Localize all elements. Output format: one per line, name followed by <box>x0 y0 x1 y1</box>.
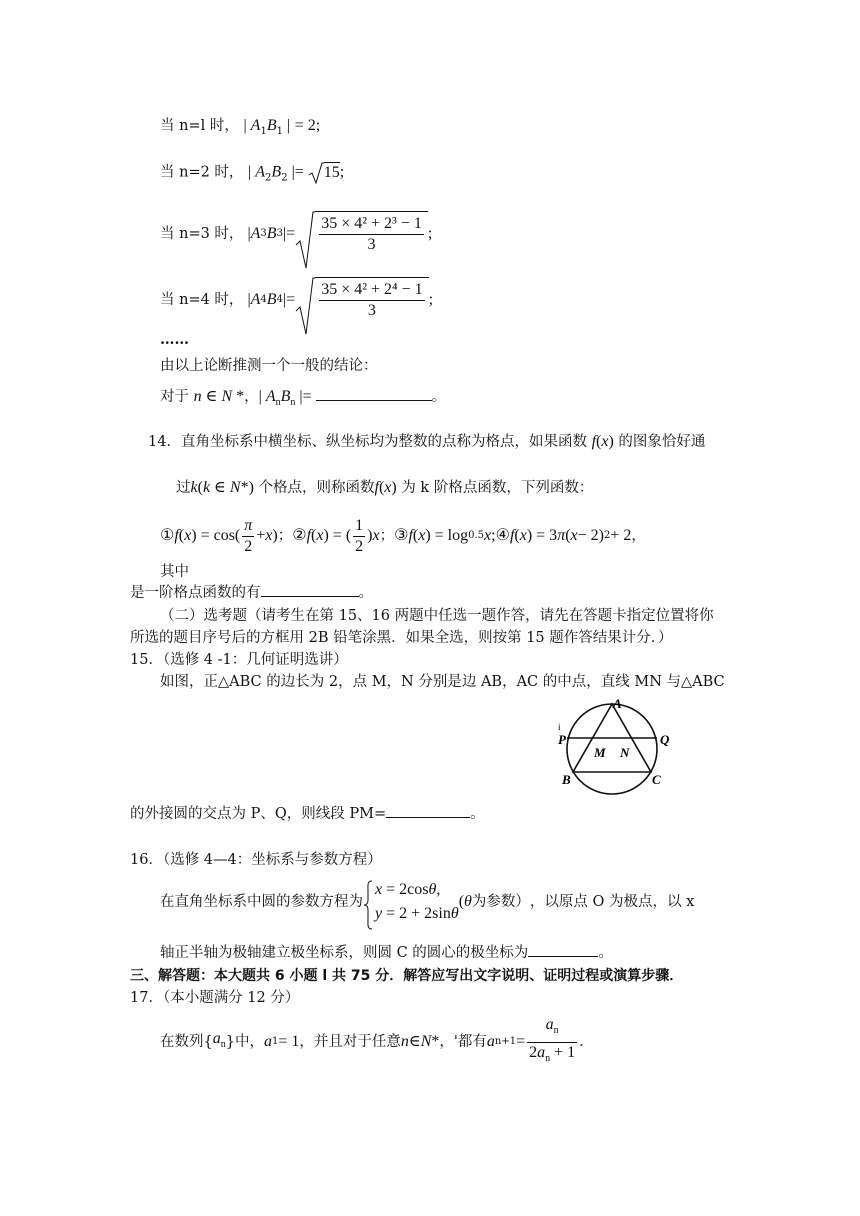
elective-line1: （二）选考题（请考生在第 15、16 两题中任选一题作答，请先在答题卡指定位置将你 <box>160 608 714 624</box>
q14-tail-a: 其中 <box>160 564 189 580</box>
q13-n3-prefix: 当 n=3 时， <box>160 226 244 242</box>
q13-n3-numerator: 35 × 4² + 2³ − 1 <box>319 214 424 235</box>
q14-label: 14． <box>148 434 181 450</box>
q16-line2b: 。 <box>598 945 613 961</box>
q16-title: 16．（选修 4—4：坐标系与参数方程） <box>130 852 382 868</box>
q13-case-n1: 当 n=l 时， | $A_1B_1$ | = 2; <box>160 117 321 137</box>
q16-answer-blank[interactable] <box>528 942 598 957</box>
fig-label-Q: Q <box>660 732 670 747</box>
q14-functions: ① f ( x ) = cos( $\frac{\pi}{2}$ + x ) ； ② f ( x ) = ( $\frac{1}{2}$ ) x ； ③ f ( x ) = log 0.5 x ; ④ f ( x ) = 3 π ( x − 2) 2 + 2 ， <box>160 516 646 555</box>
q17-text-b: }中， <box>225 1034 264 1050</box>
q17-statement: 在数列{ $a_n$ }中， a 1 = 1 ，并且对于任意 n ∈ N * ，'都有 a n+1 = $\frac{a_n}{2a_n + 1}$ ． <box>160 1016 594 1064</box>
fig-label-A: A <box>613 696 622 711</box>
q15-line1: 如图，正△ABC 的边长为 2，点 M，N 分别是边 AB，AC 的中点，直线 MN 与△ABC <box>160 674 725 690</box>
q14-tail-c: 。 <box>358 585 373 601</box>
q13-n4-prefix: 当 n=4 时， <box>160 292 244 308</box>
q14-line1a: 直角坐标系中横坐标、纵坐标均为整数的点称为格点，如果函数 <box>180 434 587 450</box>
q14-line2c: 为 k 阶格点函数，下列函数： <box>401 480 594 496</box>
q13-n3-radical <box>295 211 428 257</box>
fig-label-N: N <box>620 745 630 760</box>
q17-text-a: 在数列{ <box>160 1034 213 1050</box>
q13-n1-value: = 2; <box>294 117 321 134</box>
q16-line1b: ，以原点 O 为极点，以 x <box>529 894 695 910</box>
q15-line2b: 。 <box>470 806 485 822</box>
q17-text-d: ，'都有 <box>439 1034 487 1050</box>
section3-heading: 三、解答题：本大题共 6 小题 l 共 75 分．解答应写出文字说明、证明过程或演算步骤． <box>130 968 684 984</box>
q13-n4-numerator: 35 × 4² + 2⁴ − 1 <box>319 280 424 301</box>
q13-infer: 由以上论断推测一个一般的结论： <box>160 358 378 374</box>
q16-line2 <box>160 942 613 963</box>
q13-n2-value: 15 <box>323 164 340 181</box>
q15-geometry-figure <box>540 694 680 800</box>
q14-line2: 过k(k ∈ N*) 个格点，则称函数f(x) 为 k 阶格点函数，下列函数： <box>176 479 594 496</box>
q17-text-c: ，并且对于任意 <box>299 1034 401 1050</box>
q14-line1b: 的图象恰好通 <box>618 434 706 450</box>
sqrt-15 <box>308 162 340 183</box>
q13-n4-denominator: 3 <box>367 302 376 319</box>
q13-ellipsis: …… <box>160 331 189 348</box>
q16-line2a: 轴正半轴为极轴建立极坐标系，则圆 C 的圆心的极坐标为 <box>160 945 529 961</box>
q13-n3-denominator: 3 <box>367 236 376 253</box>
q13-case-n4: 当 n=4 时， | A 4 B 4 |= $\frac{\text{35 × 4² + 2⁴ − 1}}{3}$ ; <box>160 270 433 330</box>
q13-n1-prefix: 当 n=l 时， <box>160 118 239 134</box>
q17-text-e: ． <box>579 1034 594 1050</box>
q13-n4-radical <box>295 277 428 323</box>
q13-answer-blank[interactable] <box>316 386 432 401</box>
q14-answer-blank[interactable] <box>261 582 359 597</box>
q13-n2-prefix: 当 n=2 时， <box>160 164 244 181</box>
q14-tail <box>130 582 373 603</box>
q15-title: 15．（选修 4 -1：几何证明选讲） <box>130 652 348 668</box>
q14-line1: 14．直角坐标系中横坐标、纵坐标均为整数的点称为格点，如果函数 f(x) 的图象恰好通 <box>148 433 706 450</box>
elective-line2: 所选的题目序号后的方框用 2B 铅笔涂黑．如果全选，则按第 15 题作答结果计分．） <box>130 630 673 646</box>
q16-param-note: 为参数） <box>471 894 530 910</box>
fig-label-i: i <box>558 722 561 732</box>
q16-param-system: x = 2cosθ, y = 2 + 2sinθ <box>363 878 459 926</box>
q14-line2a: 过 <box>176 480 191 496</box>
q15-line2 <box>130 803 485 824</box>
q13-general-prefix: 对于 <box>160 389 189 405</box>
q16-line1: 在直角坐标系中圆的参数方程为 x = 2cosθ, y = 2 + 2sinθ ( θ 为参数） ，以原点 O 为极点，以 x <box>160 874 694 930</box>
fig-label-B: B <box>562 772 571 787</box>
q17-title: 17．（本小题满分 12 分） <box>130 990 300 1006</box>
q13-case-n2: 当 n=2 时， | $A_2B_2$ |= 15; <box>160 163 345 184</box>
fig-label-P: P <box>558 732 566 747</box>
q13-case-n3: 当 n=3 时， | A 3 B 3 |= $\frac{\text{35 × 4² + 2³ − 1}}{3}$ ; <box>160 204 432 264</box>
q13-general-tail: 。 <box>431 389 447 405</box>
q15-line2a: 的外接圆的交点为 P、Q，则线段 PM= <box>130 806 387 822</box>
q14-tail-b: 是一阶格点函数的有 <box>130 585 261 601</box>
circumcircle <box>567 704 657 794</box>
fig-label-C: C <box>652 772 661 787</box>
fig-label-M: M <box>594 745 606 760</box>
q16-line1a: 在直角坐标系中圆的参数方程为 <box>160 894 363 910</box>
q15-answer-blank[interactable] <box>386 803 470 818</box>
q13-general: 对于 n ∈ N *，| $A_nB_n$ |= 。 <box>160 388 447 409</box>
q14-line2b: 个格点，则称函数 <box>258 480 375 496</box>
